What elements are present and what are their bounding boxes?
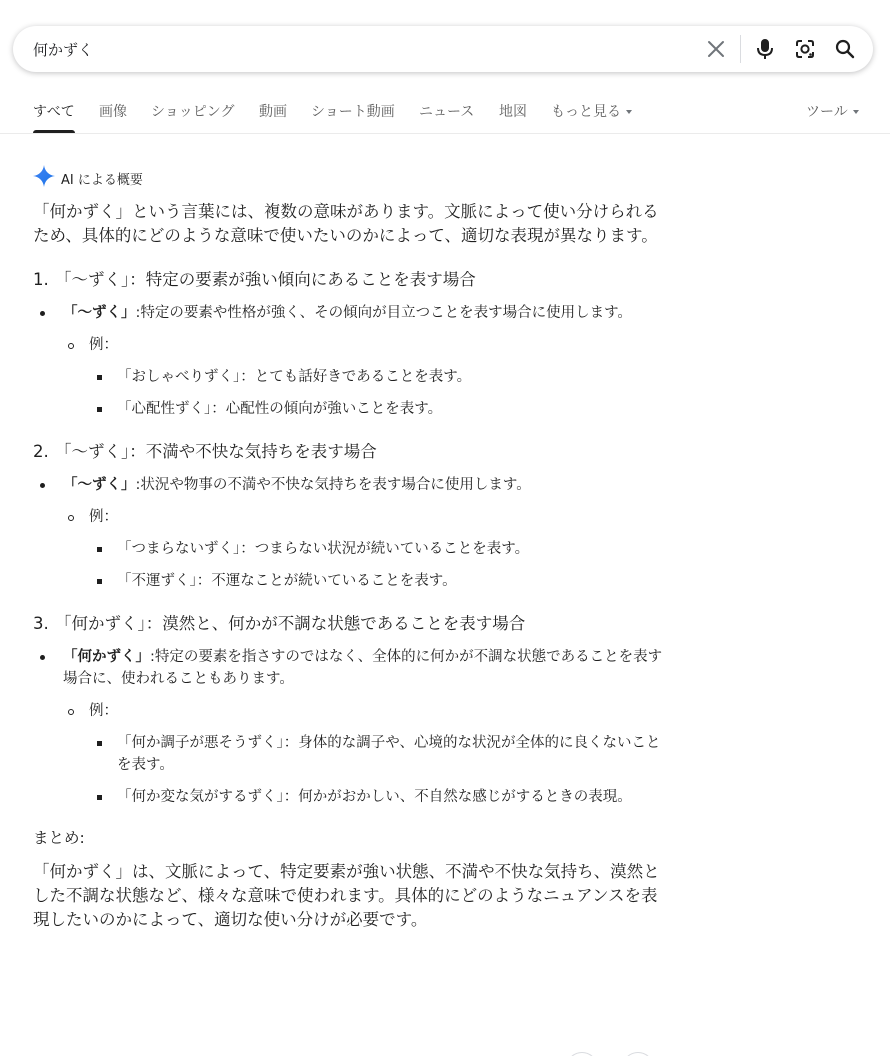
example-item: 「不運ずく」：不運なことが続いていることを表す。 — [33, 570, 663, 592]
section-number: 1. — [33, 270, 49, 289]
term-description: :特定の要素を指さすのではなく、全体的に何かが不調な状態であることを表す場合に、使われることもあります。 — [63, 649, 663, 687]
clear-button[interactable] — [696, 29, 736, 69]
summary-text: 「何かずく」は、文脈によって、特定要素が強い状態、不満や不快な気持ち、漠然とした不調な状態など、様々な意味で使われます。具体的にどのようなニュアンスを表現したいのかによって、適切な使い分けが必要です。 — [33, 862, 660, 929]
example-item: 「何か変な気がするずく」：何かがおかしい、不自然な感じがするときの表現。 — [33, 786, 663, 808]
tab-videos[interactable]: 動画 — [259, 104, 287, 120]
section-title: 「〜ずく」：特定の要素が強い傾向にあることを表す場合 — [55, 270, 476, 289]
example-item: 「つまらないずく」：つまらない状況が続いていることを表す。 — [33, 538, 663, 560]
tools-button[interactable] — [806, 101, 859, 121]
term-description: :特定の要素や性格が強く、その傾向が目立つことを表す場合に使用します。 — [135, 305, 632, 321]
search-bar — [13, 26, 873, 72]
thumbs-down-button[interactable] — [622, 1052, 654, 1056]
tab-short-videos[interactable]: ショート動画 — [311, 104, 395, 120]
section-heading — [33, 612, 663, 636]
example-item: 「おしゃべりずく」：とても話好きであることを表す。 — [33, 366, 663, 388]
tools-label: ツール — [806, 104, 848, 120]
example-label: 例： — [33, 506, 663, 528]
section-title: 「何かずく」：漠然と、何かが不調な状態であることを表す場合 — [55, 614, 526, 633]
section-heading — [33, 268, 663, 292]
tab-shopping[interactable]: ショッピング — [151, 104, 235, 120]
list-item — [33, 474, 663, 496]
search-button[interactable] — [825, 29, 865, 69]
image-search-button[interactable] — [785, 29, 825, 69]
search-input[interactable] — [13, 27, 696, 71]
chevron-down-icon — [853, 110, 859, 114]
voice-search-button[interactable] — [745, 29, 785, 69]
search-tabs — [0, 90, 890, 134]
search-icon — [835, 39, 855, 59]
ai-overview-header — [33, 165, 143, 191]
tab-images[interactable]: 画像 — [99, 104, 127, 120]
example-label: 例： — [33, 334, 663, 356]
ai-overview-content — [33, 200, 663, 932]
term: 「〜ずく」 — [63, 477, 136, 493]
summary-heading: まとめ: — [33, 829, 85, 847]
section-number: 2. — [33, 442, 49, 461]
active-tab-indicator — [33, 130, 75, 133]
section-number: 3. — [33, 614, 49, 633]
tab-news[interactable]: ニュース — [419, 104, 475, 120]
term: 「〜ずく」 — [63, 305, 136, 321]
list-item — [33, 302, 663, 324]
section-heading — [33, 440, 663, 464]
section-title: 「〜ずく」：不満や不快な気持ちを表す場合 — [55, 442, 377, 461]
search-bar-divider — [740, 35, 741, 63]
thumbs-up-button[interactable] — [566, 1052, 598, 1056]
sparkle-icon — [33, 165, 55, 191]
tab-all[interactable]: すべて — [33, 104, 75, 120]
microphone-icon — [756, 38, 774, 60]
lens-icon — [794, 38, 816, 60]
term-description: :状況や物事の不満や不快な気持ちを表す場合に使用します。 — [135, 477, 531, 493]
tab-more[interactable] — [551, 101, 632, 121]
tab-maps[interactable]: 地図 — [499, 104, 527, 120]
ai-overview-lead: 「何かずく」という言葉には、複数の意味があります。文脈によって使い分けられるため、具体的にどのような意味で使いたいのかによって、適切な表現が異なります。 — [33, 202, 659, 245]
term: 「何かずく」 — [63, 649, 150, 665]
example-item: 「何か調子が悪そうずく」：身体的な調子や、心境的な状況が全体的に良くないことを表す。 — [33, 732, 663, 776]
list-item — [33, 646, 663, 690]
chevron-down-icon — [626, 110, 632, 114]
tab-more-label: もっと見る — [551, 104, 621, 120]
close-icon — [707, 40, 725, 58]
example-label: 例： — [33, 700, 663, 722]
ai-overview-title: AI による概要 — [61, 172, 143, 188]
example-item: 「心配性ずく」：心配性の傾向が強いことを表す。 — [33, 398, 663, 420]
